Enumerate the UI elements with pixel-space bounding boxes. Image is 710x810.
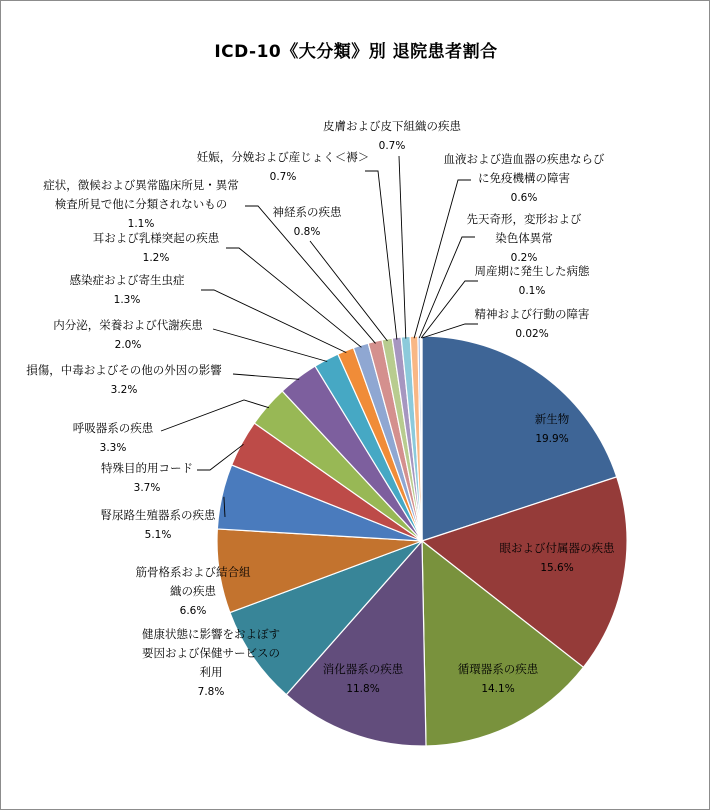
slice-percent-9: 3.3% bbox=[99, 442, 127, 454]
slice-label-8 bbox=[101, 461, 193, 494]
leader-line-15 bbox=[310, 241, 387, 341]
slice-percent-19: 0.2% bbox=[510, 252, 538, 264]
slice-label-11 bbox=[53, 318, 203, 351]
slice-label-text-4: 消化器系の疾患 bbox=[322, 662, 404, 676]
leader-line-17 bbox=[399, 156, 406, 339]
slice-percent-7: 5.1% bbox=[144, 529, 172, 541]
slice-label-text-21: 精神および行動の障害 bbox=[474, 307, 590, 321]
slice-percent-13: 1.2% bbox=[142, 252, 170, 264]
slice-percent-2: 15.6% bbox=[540, 562, 574, 574]
leader-line-10 bbox=[233, 374, 299, 379]
slice-percent-6: 6.6% bbox=[179, 605, 207, 617]
slice-label-text-8: 特殊目的用コード bbox=[101, 461, 193, 475]
slice-label-20 bbox=[475, 264, 590, 297]
pie-chart bbox=[1, 1, 709, 809]
slice-label-text-15: 神経系の疾患 bbox=[272, 205, 342, 219]
slice-percent-4: 11.8% bbox=[346, 683, 380, 695]
slice-label-text-16: 妊娠，分娩および産じょく＜褥＞ bbox=[196, 150, 370, 164]
leader-line-13 bbox=[226, 248, 361, 347]
slice-label-text-12: 感染症および寄生虫症 bbox=[69, 273, 185, 287]
slice-label-13 bbox=[93, 231, 220, 264]
slice-label-18 bbox=[444, 152, 605, 204]
slice-label-text-9: 呼吸器系の疾患 bbox=[72, 421, 154, 435]
slice-percent-8: 3.7% bbox=[133, 482, 161, 494]
slice-label-text-17: 皮膚および皮下組織の疾患 bbox=[323, 119, 461, 133]
leader-line-16 bbox=[365, 171, 397, 340]
slice-percent-14: 1.1% bbox=[127, 218, 155, 230]
slice-percent-10: 3.2% bbox=[110, 384, 138, 396]
slice-label-text-1: 新生物 bbox=[534, 412, 570, 426]
slice-label-text-14: 症状，徴候および異常臨床所見・異常検査所見で他に分類されないもの bbox=[43, 178, 239, 211]
slice-label-12 bbox=[70, 273, 185, 306]
slice-label-text-5: 健康状態に影響をおよぼす要因および保健サービスの利用 bbox=[142, 627, 280, 679]
slice-label-7 bbox=[101, 508, 216, 541]
slice-label-text-10: 損傷，中毒およびその他の外因の影響 bbox=[26, 363, 222, 377]
slice-label-text-3: 循環器系の疾患 bbox=[457, 662, 539, 676]
slice-percent-1: 19.9% bbox=[535, 433, 569, 445]
slice-label-10 bbox=[26, 363, 222, 396]
slice-label-19 bbox=[467, 212, 582, 264]
slice-label-text-2: 眼および付属器の疾患 bbox=[499, 541, 615, 555]
slice-label-text-7: 腎尿路生殖器系の疾患 bbox=[100, 508, 216, 522]
slice-percent-21: 0.02% bbox=[515, 328, 549, 340]
slice-label-21 bbox=[475, 307, 590, 340]
slice-percent-15: 0.8% bbox=[293, 226, 321, 238]
slice-label-9 bbox=[73, 421, 154, 454]
slice-percent-3: 14.1% bbox=[481, 683, 515, 695]
slice-label-15 bbox=[273, 205, 342, 238]
slice-label-text-11: 内分泌，栄養および代謝疾患 bbox=[53, 318, 203, 332]
leader-line-11 bbox=[213, 329, 327, 362]
leader-line-18 bbox=[414, 180, 471, 338]
slice-percent-16: 0.7% bbox=[269, 171, 297, 183]
slice-label-text-18: 血液および造血器の疾患ならびに免疫機構の障害 bbox=[443, 152, 605, 185]
slice-percent-5: 7.8% bbox=[197, 686, 225, 698]
slice-percent-17: 0.7% bbox=[378, 140, 406, 152]
leader-line-12 bbox=[201, 290, 346, 353]
slice-label-14 bbox=[43, 178, 239, 230]
slice-label-text-13: 耳および乳様突起の疾患 bbox=[92, 231, 220, 245]
slice-percent-12: 1.3% bbox=[113, 294, 141, 306]
slice-label-text-20: 周産期に発生した病態 bbox=[474, 264, 590, 278]
slice-label-text-19: 先天奇形，変形および染色体異常 bbox=[466, 212, 582, 245]
chart-title: ICD-10《大分類》別 退院患者割合 bbox=[214, 42, 498, 62]
leader-line-19 bbox=[419, 237, 475, 338]
slice-label-17 bbox=[323, 119, 461, 152]
slice-percent-18: 0.6% bbox=[510, 192, 538, 204]
slice-percent-20: 0.1% bbox=[518, 285, 546, 297]
slice-label-text-6: 筋骨格系および結合組織の疾患 bbox=[135, 565, 251, 598]
slice-percent-11: 2.0% bbox=[114, 339, 142, 351]
